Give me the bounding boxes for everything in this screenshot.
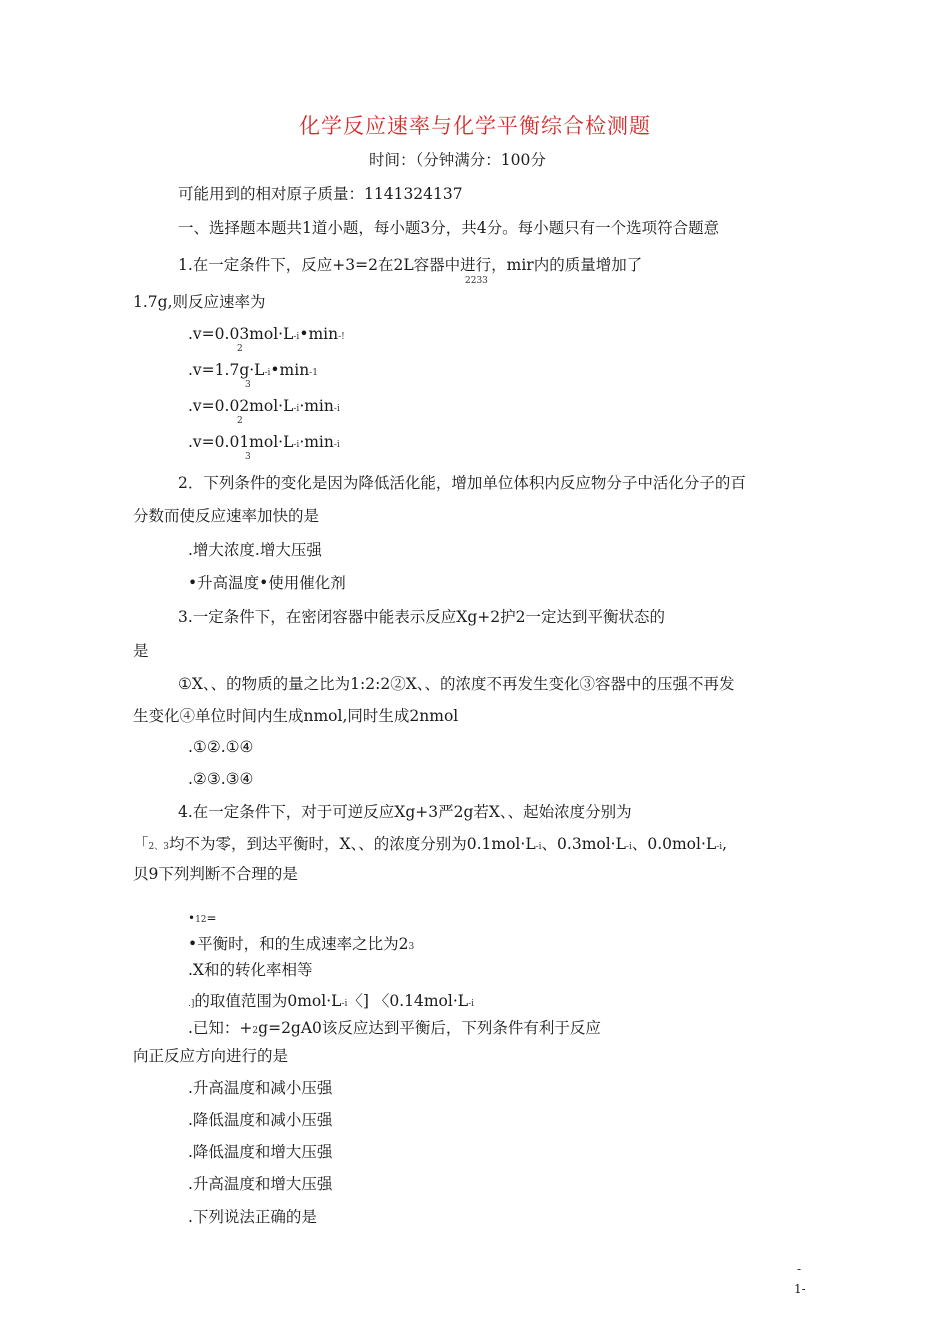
q5-stem-line1: .已知：+2g=2gΑ0该反应达到平衡后，下列条件有利于反应 xyxy=(188,1019,601,1037)
q1-option-a-sub: 2 xyxy=(237,344,243,354)
time-line: 时间：（分钟满分：100分 xyxy=(369,151,546,169)
page-number: 1- xyxy=(794,1282,806,1296)
q1-option-a: .v=0.03mol·L-i•min-! xyxy=(188,325,345,343)
q5-option-b: .降低温度和减小压强 xyxy=(188,1111,333,1129)
q3-options-ab: .①②.①④ xyxy=(188,738,254,756)
q4-stem-line2: 「2、3均不为零，到达平衡时，X、、的浓度分别为0.1mol·L-i、0.3mol·L-i、0.0mol·L-i, xyxy=(133,835,728,853)
q5-option-c: .降低温度和增大压强 xyxy=(188,1143,333,1161)
atomic-mass-line: 可能用到的相对原子质量：1141324137 xyxy=(178,185,463,203)
q4-option-a: •12= xyxy=(188,911,217,925)
q1-option-c: .v=0.02mol·L-i·min-i xyxy=(188,397,340,415)
q2-stem-line2: 分数而使反应速率加快的是 xyxy=(133,507,320,525)
q3-options-cd: .②③.③④ xyxy=(188,770,254,788)
q1-stem-subscripts: 2233 xyxy=(465,276,488,286)
page-title: 化学反应速率与化学平衡综合检测题 xyxy=(299,114,651,138)
q3-stem-line1: 3.一定条件下，在密闭容器中能表示反应Xg+2护2一定达到平衡状态的 xyxy=(178,608,665,626)
q4-option-b: •平衡时，和的生成速率之比为23 xyxy=(188,935,415,953)
q2-options-ab: .增大浓度.增大压强 xyxy=(188,541,322,559)
q5-option-a: .升高温度和减小压强 xyxy=(188,1079,333,1097)
q6-stem-line1: .下列说法正确的是 xyxy=(188,1208,317,1226)
q1-option-d-sub: 3 xyxy=(245,452,251,462)
q4-stem-line3: 贝9下列判断不合理的是 xyxy=(133,865,298,883)
page-number-dash: - xyxy=(797,1262,802,1276)
q1-stem-continued: 1.7g,则反应速率为 xyxy=(133,293,266,311)
q1-option-b-sub: 3 xyxy=(245,380,251,390)
q2-options-cd: •升高温度•使用催化剂 xyxy=(188,574,346,592)
section-heading: 一、选择题本题共1道小题，每小题3分，共4分。每小题只有一个选项符合题意 xyxy=(178,219,720,237)
q3-stem-line3: ①X、、的物质的量之比为1:2:2②X、、的浓度不再发生变化③容器中的压强不再发 xyxy=(178,675,735,693)
q1-option-d: .v=0.01mol·L-i·min-i xyxy=(188,433,340,451)
q3-stem-line2: 是 xyxy=(133,642,149,660)
q1-option-c-sub: 2 xyxy=(237,416,243,426)
q1-option-b: .v=1.7g·L-i•min-1 xyxy=(188,361,318,379)
q2-stem-line1: 2．下列条件的变化是因为降低活化能，增加单位体积内反应物分子中活化分子的百 xyxy=(178,474,746,492)
q4-option-d: .]的取值范围为0mol·L-i〈] 〈0.14mol·L-i xyxy=(188,992,474,1010)
q3-stem-line4: 生变化④单位时间内生成nmol,同时生成2nmol xyxy=(133,707,459,725)
q4-option-c: .X和的转化率相等 xyxy=(188,961,313,979)
q4-stem-line1: 4.在一定条件下，对于可逆反应Xg+3严2g若X、、起始浓度分别为 xyxy=(178,803,632,821)
q1-stem: 1.在一定条件下，反应+3=2在2L容器中进行，mir内的质量增加了 xyxy=(178,256,643,274)
q5-stem-line2: 向正反应方向进行的是 xyxy=(133,1047,289,1065)
q5-option-d: .升高温度和增大压强 xyxy=(188,1175,333,1193)
